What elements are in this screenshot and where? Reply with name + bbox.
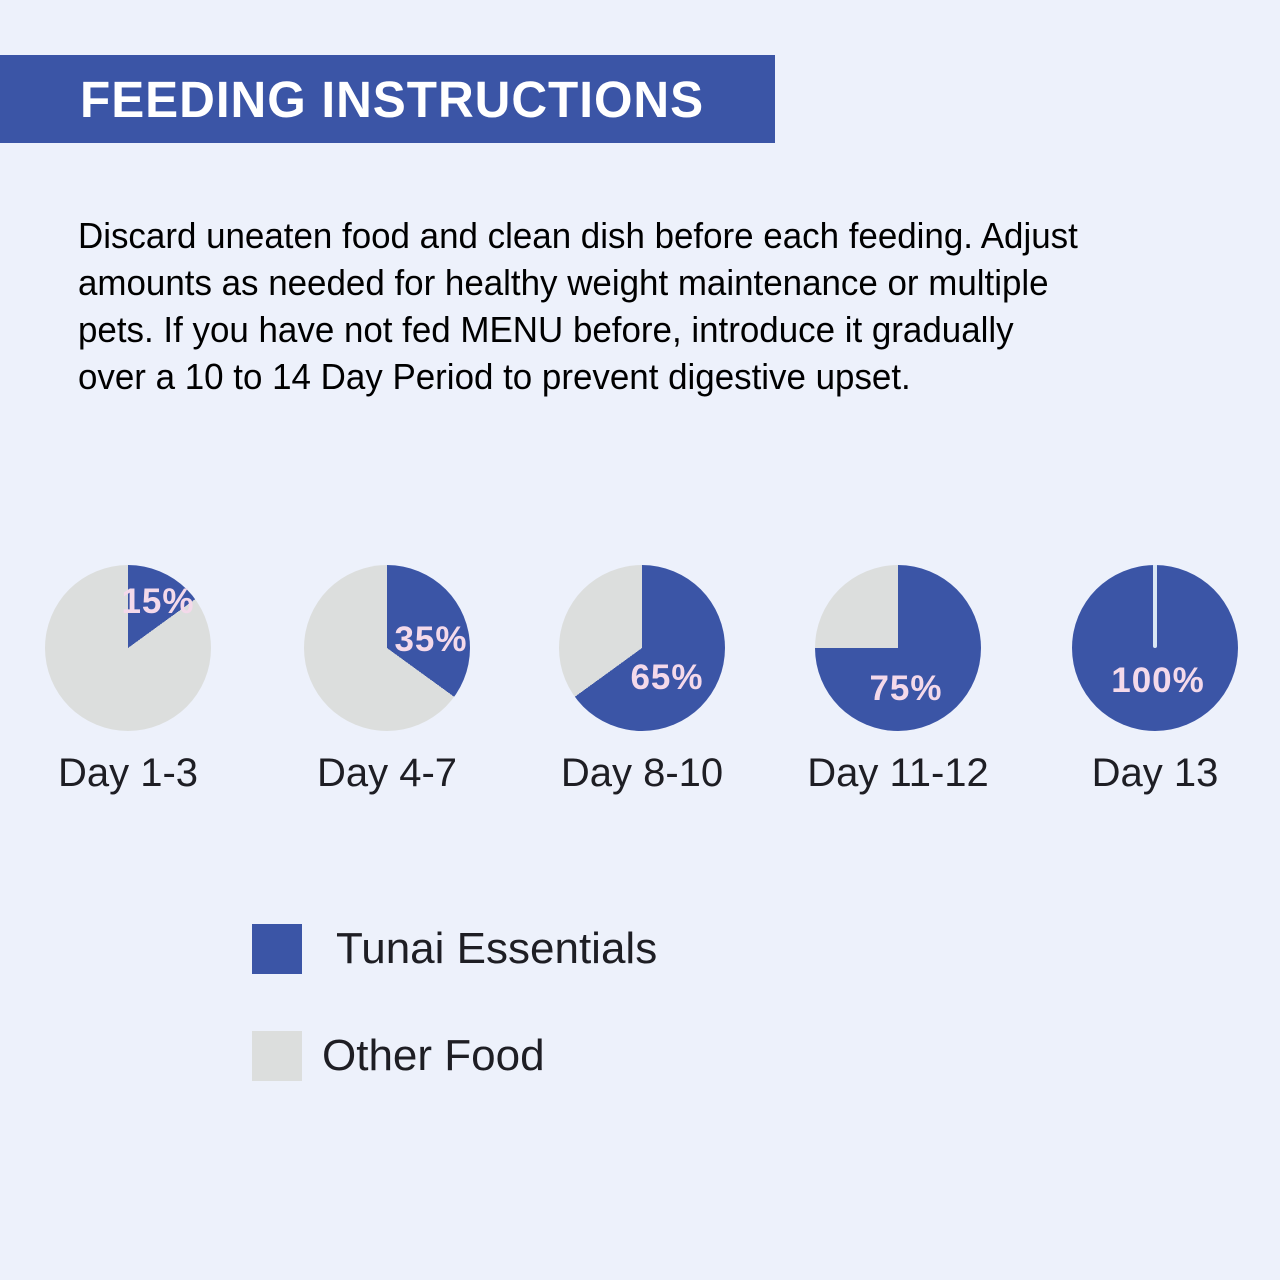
pie-chart-day-1-3 — [45, 565, 211, 731]
pie-value-label: 35% — [394, 620, 468, 659]
legend-label: Tunai Essentials — [336, 924, 658, 973]
pie-day-label: Day 1-3 — [57, 751, 199, 795]
legend-item-tunai-essentials — [252, 924, 657, 974]
pie-value-label: 15% — [121, 582, 195, 621]
pie-day-label: Day 8-10 — [560, 751, 724, 795]
header-banner — [0, 55, 775, 143]
instructions-paragraph — [78, 212, 1109, 400]
legend-swatch-tunai — [252, 924, 302, 974]
instructions-line: amounts as needed for healthy weight maintenance or multiple — [78, 262, 1049, 303]
pie-chart-day-11-12 — [815, 565, 981, 731]
instructions-line: Discard uneaten food and clean dish before each feeding. Adjust — [78, 215, 1078, 256]
pie-value-label: 75% — [869, 669, 943, 708]
instructions-line: over a 10 to 14 Day Period to prevent digestive upset. — [78, 356, 911, 397]
pie-day-label: Day 4-7 — [316, 751, 458, 795]
pie-day-label: Day 11-12 — [807, 751, 989, 795]
legend-item-other-food — [252, 1031, 545, 1081]
pie-day-label: Day 13 — [1091, 751, 1219, 795]
pie-value-label: 100% — [1111, 661, 1205, 700]
legend-label: Other Food — [322, 1031, 545, 1080]
pie-seam-line — [1153, 565, 1157, 648]
instructions-line: pets. If you have not fed MENU before, introduce it gradually — [78, 309, 1014, 350]
pie-value-label: 65% — [630, 658, 704, 697]
page-title: FEEDING INSTRUCTIONS — [80, 70, 705, 128]
pie-chart-day-4-7 — [304, 565, 470, 731]
legend-swatch-other — [252, 1031, 302, 1081]
pie-chart-day-13 — [1072, 565, 1238, 731]
pie-chart-day-8-10 — [559, 565, 725, 731]
